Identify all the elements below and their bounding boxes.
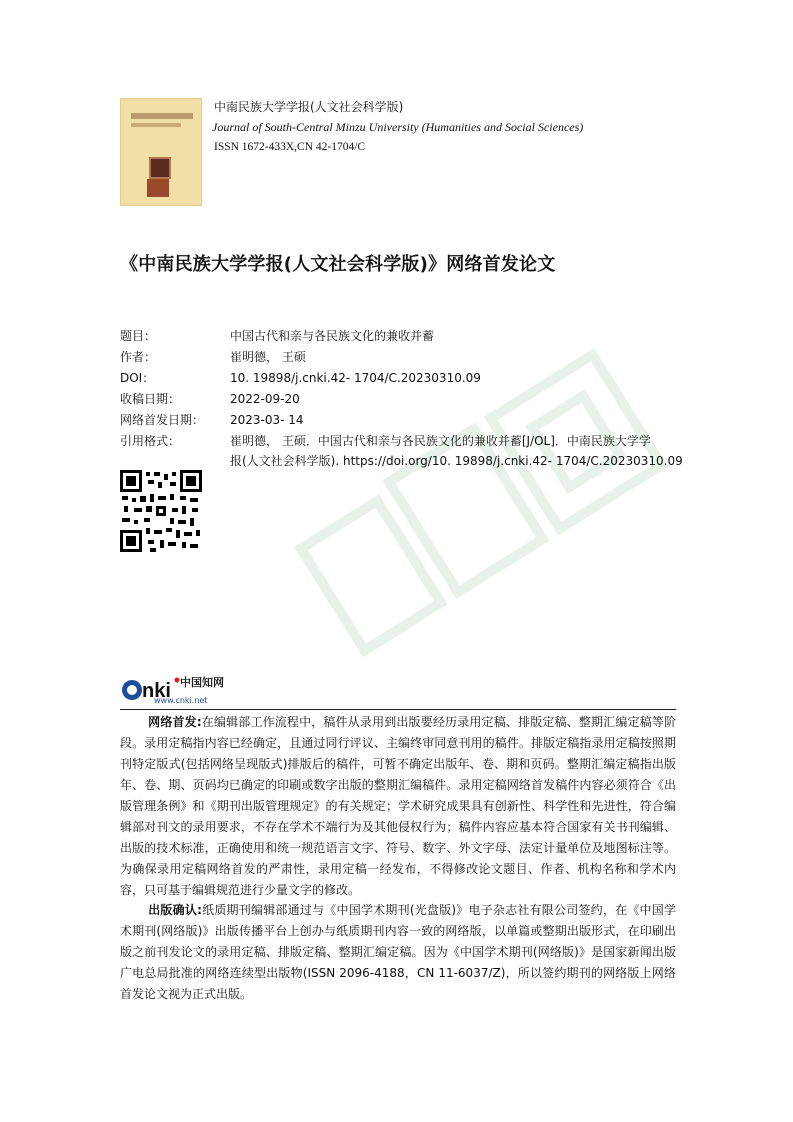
citation-label: 引用格式：	[120, 434, 181, 448]
citation-line-1: 崔明德， 王硕．中国古代和亲与各民族文化的兼收并蓄[J/OL]．中南民族大学学	[230, 434, 651, 448]
svg-text:nki: nki	[142, 680, 171, 702]
cnki-brand-text: 中国知网	[180, 676, 224, 689]
title-value: 中国古代和亲与各民族文化的兼收并蓄	[230, 329, 435, 343]
online-date-value: 2023-03- 14	[230, 413, 304, 427]
online-date-label: 网络首发日期：	[120, 413, 205, 427]
publish-confirm-label: 出版确认:	[148, 903, 202, 917]
divider	[120, 709, 676, 710]
cnki-logo-icon[interactable]	[120, 672, 240, 706]
title-label: 题目：	[120, 329, 157, 343]
doi-value[interactable]: 10. 19898/j.cnki.42- 1704/C.20230310.09	[230, 371, 481, 385]
received-label: 收稿日期：	[120, 392, 181, 406]
doi-label: DOI：	[120, 371, 155, 385]
journal-title-en: Journal of South-Central Minzu University (Humanities and Social Sciences)	[212, 120, 584, 134]
journal-issn: ISSN 1672-433X,CN 42-1704/C	[214, 141, 366, 153]
publish-confirm-text: 纸质期刊编辑部通过与《中国学术期刊(光盘版)》电子杂志社有限公司签约，在《中国学术期刊(网络版)》出版传播平台上创办与纸质期刊内容一致的网络版，以单篇或整期出版形式，在印刷出版之前刊发论文的录用定稿、排版定稿、整期汇编定稿。因为《中国学术期刊(网络版)》是国家新闻出版广电总局批准的网络连续型出版物(ISSN 2096-4188，CN 11-6037/Z)，所以签约期刊的网络版上网络首发论文视为正式出版。	[120, 903, 676, 1001]
citation-line-2[interactable]: 报(人文社会科学版). https://doi.org/10. 19898/j.cnki.42- 1704/C.20230310.09	[230, 454, 683, 468]
author-label: 作者：	[120, 350, 157, 364]
journal-cover-icon	[120, 98, 202, 206]
online-first-label: 网络首发:	[148, 715, 202, 729]
author-value: 崔明德， 王硕	[230, 350, 306, 364]
online-first-paragraph	[120, 712, 676, 901]
qr-code-icon[interactable]	[120, 470, 202, 552]
online-first-text: 在编辑部工作流程中，稿件从录用到出版要经历录用定稿、排版定稿、整期汇编定稿等阶段。录用定稿指内容已经确定，且通过同行评议、主编终审同意刊用的稿件。排版定稿指录用定稿按照期刊特定版式(包括网络呈现版式)排版后的稿件，可暂不确定出版年、卷、期和页码。整期汇编定稿指出版年、卷、期、页码均已确定的印刷或数字出版的整期汇编稿件。录用定稿网络首发稿件内容必须符合《出版管理条例》和《期刊出版管理规定》的有关规定；学术研究成果具有创新性、科学性和先进性，符合编辑部对刊文的录用要求，不存在学术不端行为及其他侵权行为；稿件内容应基本符合国家有关书刊编辑、出版的技术标准，正确使用和统一规范语言文字、符号、数字、外文字母、法定计量单位及地图标注等。为确保录用定稿网络首发的严肃性，录用定稿一经发布，不得修改论文题目、作者、机构名称和学术内容，只可基于编辑规范进行少量文字的修改。	[120, 715, 676, 897]
page-headline: 《中南民族大学学报(人文社会科学版)》网络首发论文	[120, 254, 556, 275]
journal-title-cn: 中南民族大学学报(人文社会科学版)	[214, 100, 404, 114]
received-value: 2022-09-20	[230, 392, 300, 406]
cnki-url: www.cnki.net	[154, 696, 208, 705]
publish-confirm-paragraph	[120, 900, 676, 1005]
